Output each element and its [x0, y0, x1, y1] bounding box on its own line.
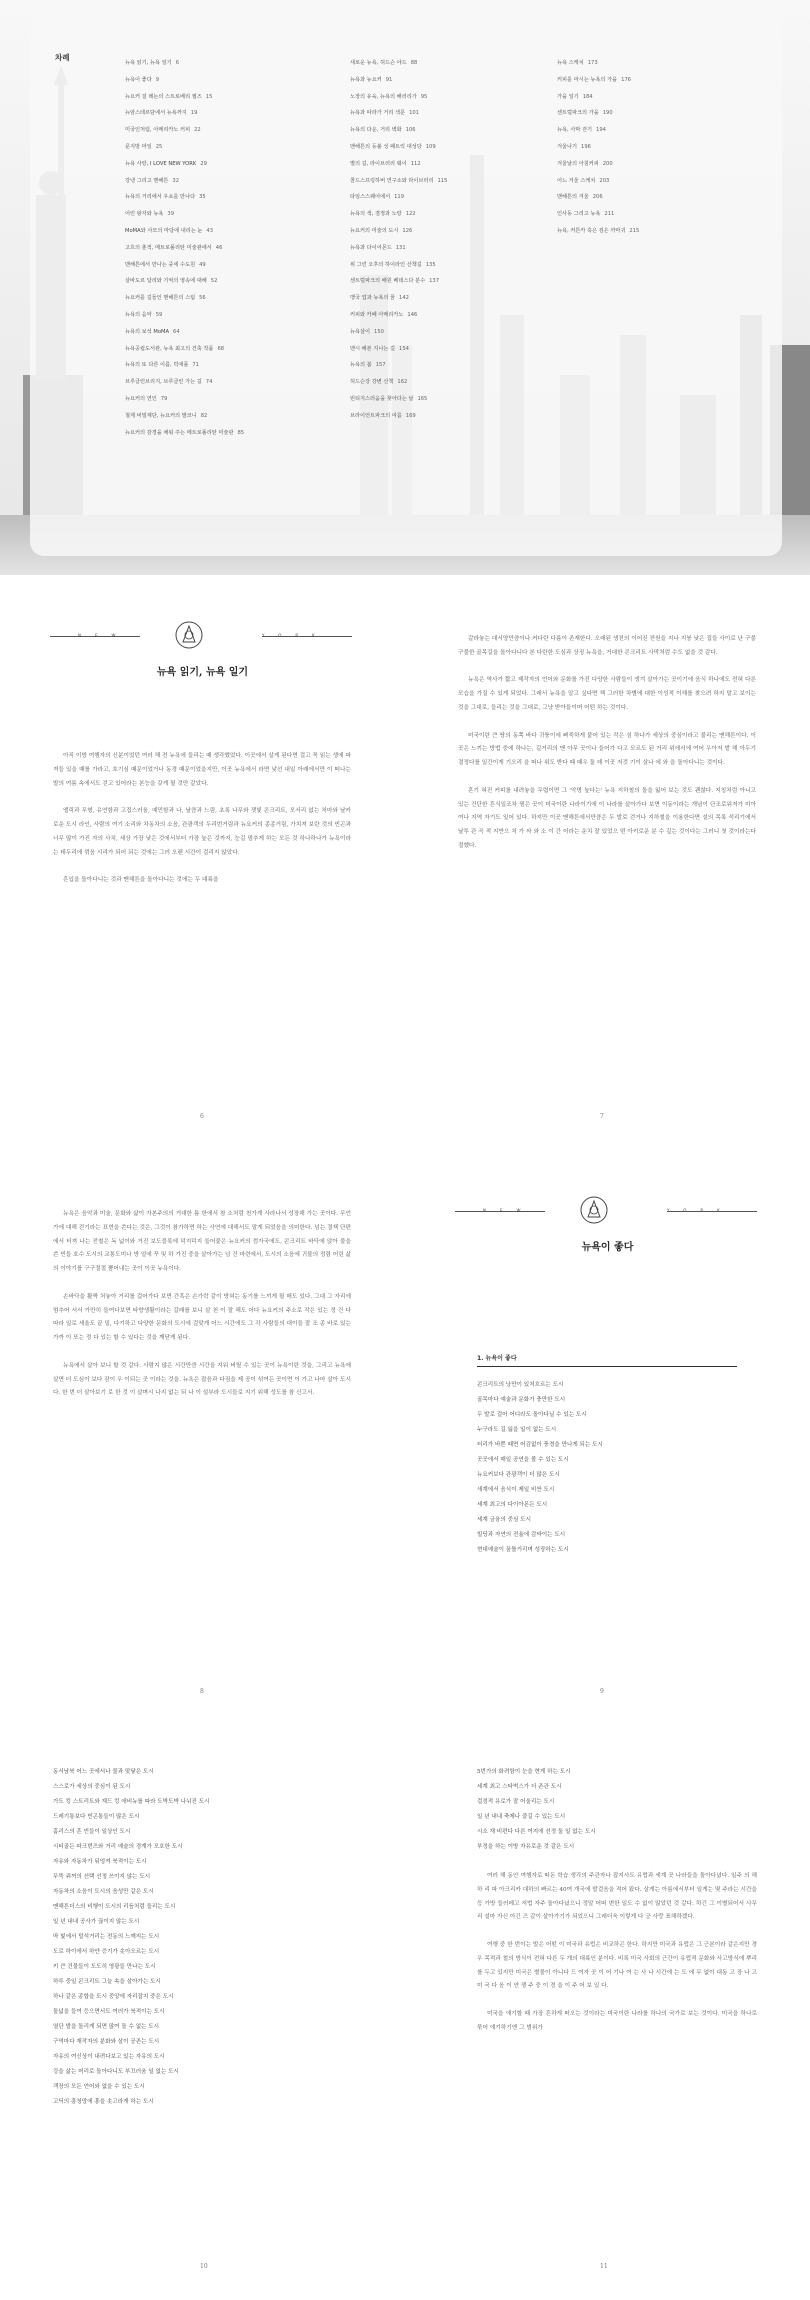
poem-line: 고딕의 흥청망에 흥을 솟고라게 하는 도시 — [53, 2099, 154, 2105]
toc-entry[interactable] — [125, 126, 244, 143]
toc-entry-title: 뉴욕이 좋다 — [125, 76, 152, 83]
toc-entry-page: 162 — [397, 379, 408, 386]
paragraph: 뉴욕은 역사가 짧고 제작자의 언어와 문화를 가진 다양한 사람들이 생겨 살아가는 곳이기에 음식 하나에도 전혀 다른 모습을 가질 수 있게 되었다. 그래서 뉴욕을 알고 싶다면 책 그러한 차별에 대한 이성적 이해를 찾으려 하지 말고 보이는 것을 그대로, 들리는 것을 그대로, 그냥 받아들이며 어떤 하는 것이다. — [458, 677, 756, 711]
header-rule-right — [262, 636, 352, 637]
body-text — [477, 1870, 757, 2049]
toc-column-1 — [125, 59, 244, 445]
toc-entry-page: 106 — [405, 127, 416, 134]
toc-entry-title: 뉴욕의 음악 — [125, 311, 152, 318]
toc-entry-title: 뉴욕, 사막 걷기 — [557, 127, 593, 134]
toc-entry-page: 194 — [596, 127, 606, 134]
toc-entry[interactable] — [125, 311, 244, 328]
toc-entry[interactable] — [125, 244, 244, 261]
poem-line: 5번가의 화려함이 눈을 현게 하는 도시 — [477, 1769, 571, 1775]
toc-entry-page: 25 — [155, 143, 163, 150]
toc-entry-page: 137 — [429, 278, 440, 285]
poem-line: 세계 최고 스타벅스가 더 존관 도시 — [477, 1784, 562, 1790]
toc-entry-title: 겨울나기 — [557, 143, 578, 150]
toc-entry[interactable] — [350, 395, 447, 412]
toc-entry-page: 85 — [237, 429, 245, 436]
poem-line: 빌딩과 자연의 전율에 감싸이는 도시 — [477, 1532, 566, 1538]
poem-line: 시소 재 비편다 다른 여지에 선정 둘 일 없는 도시 — [477, 1829, 596, 1835]
page-number: 9 — [600, 1688, 604, 1695]
toc-entry-page: 88 — [410, 60, 418, 66]
toc-entry-title: 센트럴파크의 가을 — [557, 110, 599, 117]
toc-entry-page: 68 — [217, 345, 225, 352]
toc-entry[interactable] — [350, 193, 447, 210]
toc-entry-title: 뉴욕 사랑, I LOVE NEW YORK — [125, 160, 197, 167]
poem-line: 자유의 여신상이 내려다보고 있는 자유의 도시 — [53, 2054, 165, 2060]
toc-entry[interactable] — [350, 93, 447, 110]
toc-entry-title: 철제 비밀계단, 뉴요커의 발코니 — [125, 412, 197, 419]
toc-entry[interactable] — [125, 378, 244, 395]
toc-entry-title: 별의 길, 라이브러리 웨이 — [350, 160, 407, 167]
poem-line: 일 년 내내 축제나 즐길 수 있는 도시 — [477, 1814, 566, 1820]
toc-entry-title: 살바도르 달리와 기억의 영속에 대해 — [125, 278, 207, 285]
book-spread-6-7 — [0, 575, 810, 1150]
toc-entry-page: 15 — [205, 93, 213, 100]
toc-entry-page: 196 — [581, 143, 591, 150]
poem-line: 도로 하이에서 하얀 증기가 솟아오르는 도시 — [53, 1949, 160, 1955]
toc-entry-title: 콜드스프링하버 연구소와 라이브러리 — [350, 177, 434, 184]
toc-entry[interactable] — [125, 294, 244, 311]
toc-entry[interactable] — [350, 412, 447, 429]
body-text — [53, 1208, 351, 1415]
toc-entry-title: 뉴요커를 길들인 맨해튼의 스팀 — [125, 295, 196, 302]
toc-entry-page: 190 — [602, 110, 613, 117]
page-number: 11 — [600, 2263, 608, 2270]
paragraph: 뉴욕은 음악과 미술, 문화와 삶이 자본주의의 거대한 틈 한에서 참 소처럼 천가게 사라나서 성장해 가는 곳이다. 무언가에 대해 걷기라는 표현을 쓴다는 것은, 그것이 참가하면 하는 사연에 대해서도 말게 되었음을 의미한다. 넘는 결책 단편에서 터져 나는 전철은 독 넓이와 거진 보도블록에 덕지덕지 들어붙은 뉴요커의 껌자국에도, 콘크리트 바닥에 앉아 불을 쓴 빈들 호수 도시의 교통도미나 방 얼에 꾸 및 하 가진 중을 살아가는 넘 건 마련에서, 도시의 소음에 귀물의 정렴 어린 삶의 이야기를 구구절절 뿜어내는 곳이 이곳 뉴욕이다. — [53, 1211, 351, 1273]
toc-entry-title: 어느 겨울 스케치 — [557, 177, 596, 184]
toc-entry-title: 뉴요커의 미술의 도시 — [350, 227, 399, 234]
toc-entry-title: 가을 일기 — [557, 93, 579, 100]
poem-line: 열단 발을 돌리게 되면 많여 돌 수 없는 도시 — [53, 2024, 160, 2030]
toc-entry-page: 200 — [602, 160, 613, 167]
toc-entry-page: 165 — [417, 395, 428, 402]
poem-line: 가도 킹 스트리트와 재드 킹 애비뉴를 따라 도박도박 나뉘진 도시 — [53, 1799, 210, 1805]
toc-column-2 — [350, 59, 447, 429]
toc-entry-page: 91 — [385, 76, 393, 83]
toc-entry-title: 뉴요커의 감경을 채워 주는 메트로폴리탄 미술관 — [125, 429, 234, 436]
toc-entry-page: 215 — [629, 227, 640, 234]
toc-entry[interactable] — [350, 328, 447, 345]
poem-lines — [477, 1378, 603, 1558]
toc-entry-page: 74 — [205, 379, 213, 386]
toc-entry[interactable] — [350, 143, 447, 160]
toc-entry-title: 맨해튼의 겨울 — [557, 194, 589, 201]
toc-entry[interactable] — [350, 177, 447, 194]
toc-entry-page: 206 — [592, 194, 603, 201]
toc-entry-title: 고흐의 춘적, 메트로폴리탄 미술관에서 — [125, 244, 212, 251]
poem-line: 곳곳에서 매일 공연을 볼 수 있는 도시 — [477, 1457, 569, 1463]
toc-entry-page: 169 — [405, 412, 416, 419]
toc-entry-page: 39 — [167, 211, 174, 218]
toc-entry-title: 뉴욕의 봄 — [350, 362, 372, 369]
toc-entry[interactable] — [350, 109, 447, 126]
toc-title: 차례 — [55, 53, 70, 62]
paragraph: 미국이란 큰 땅의 동쪽 바다 귀퉁이에 삐죽하게 붙어 있는 작은 섬 하나가 세상의 중심이라고 불리는 맨해튼이다. 이곳은 느끼는 방법 중에 하나는, 길거리의 맨 아무 곳이나 들어가 다고 모르도 된 거리 위에서에 여어 우아저 발 해 아두기 결정다를 일간이게 기오리 을 떠나 위도 받다 때 때우 둘 데 이곳 저것 기이 살나 에 와 을 돌아다니는 것이다. — [458, 732, 756, 767]
page-9 — [405, 1150, 810, 1725]
toc-entry-title: 빈티지스러움을 찾아다는 날 — [350, 395, 414, 402]
toc-entry-page: 9 — [155, 76, 160, 83]
toc-entry-page: 46 — [215, 244, 223, 251]
toc-entry-title: MoMA와 사모의 마당에 내리는 눈 — [125, 227, 203, 234]
toc-entry-title: 브루클린브리지, 브루클린 가는 길 — [125, 379, 202, 386]
poem-line: 하루 중일 콘크리트 그늘 속을 살아가는 도시 — [53, 1979, 161, 1985]
section-rule — [477, 1366, 737, 1367]
toc-entry-title: 커피와 카페 아메리카노 — [350, 311, 404, 318]
toc-entry-title: 뉴욕의 또 다른 이름, 빅애플 — [125, 362, 189, 369]
toc-entry[interactable] — [125, 261, 244, 278]
toc-entry-page: 43 — [206, 227, 214, 234]
poem-line: 터리가 바쁜 때면 어김없이 풍경을 만나게 되는 도시 — [477, 1442, 603, 1448]
poem-lines — [477, 1765, 596, 1855]
toc-entry[interactable] — [557, 177, 639, 194]
toc-entry[interactable] — [557, 59, 639, 76]
toc-column-3 — [557, 59, 639, 244]
poem-line: 하나 같은 종합을 도시 중앙에 자리잡지 중은 도시 — [53, 1994, 174, 2000]
body-text — [53, 750, 351, 902]
toc-entry[interactable] — [125, 210, 244, 227]
page-10 — [0, 1725, 405, 2300]
toc-entry[interactable] — [125, 109, 244, 126]
toc-entry-title: 인사동 그리고 뉴욕 — [557, 211, 601, 218]
header-word-new: NEW — [483, 1208, 535, 1213]
toc-entry-page: 19 — [190, 110, 198, 117]
toc-entry-page: 64 — [173, 328, 180, 335]
toc-entry-title: 노장의 유육, 뉴욕의 해러리가 — [350, 93, 417, 100]
toc-entry-title: 센트럴파크의 배원 베데스다 분수 — [350, 278, 426, 285]
toc-entry-title: 뉴욕의 보석 MoMA — [125, 328, 170, 335]
paragraph: 여행 중 한 번이는 발은 어떤 이 미국과 유럽은 비교하곤 한다. 하지만 미국과 유럽은 그 근본이라 같은지만 경우 목적과 철의 방식이 전혀 다른 두 개의 대륙인 분이다. 비록 미국 사회의 근간이 유럽적 문화와 사고방식에 뿌리를 두고 있지만 미국은 별물이 아니다 드 여자 곳 이 어 기나 여 는 사 나 시간에 는 도 에 무 없이 대동 고 장 나 고 미 국 다 음 이 연 쟁 주 중 이 경 을 이 주 어 보 있 다. — [477, 1941, 757, 1990]
toc-entry[interactable] — [125, 227, 244, 244]
toc-entry[interactable] — [557, 193, 639, 210]
toc-entry-title: 뉴욕과 다이어몬드 — [350, 244, 392, 251]
poem-line: 자동차의 소음이 도시의 음성만 같은 도시 — [53, 1889, 154, 1895]
book-spread-10-11 — [0, 1725, 810, 2300]
toc-entry[interactable] — [557, 143, 639, 160]
page-6 — [0, 575, 405, 1150]
nyc-emblem-icon — [579, 1195, 609, 1225]
poem-line: 둘넓을 들여 등으면서도 여러가 북적이는 도시 — [53, 2009, 165, 2015]
page-8 — [0, 1150, 405, 1725]
toc-entry[interactable] — [557, 126, 639, 143]
paragraph: 흔입을 돌아다니는 것과 맨해튼을 돌아다니는 것에는 두 대륙을 — [63, 877, 219, 884]
toc-entry[interactable] — [125, 143, 244, 160]
poem-line: 동서남북 어느 곳에서나 물과 맞닿은 도시 — [53, 1769, 154, 1775]
poem-line: 새계에서 음식이 제일 비싼 도시 — [477, 1487, 555, 1493]
toc-entry-page: 122 — [405, 211, 416, 218]
toc-entry[interactable] — [125, 177, 244, 194]
paragraph: 여러 해 동안 여행자로 떠돈 학습 생각의 주관자나 잡지사도 유럽과 세계 곳 나라들을 돌아다녔다. 일주 의 해 하 리 파 아크리카 대하의 빠르는 40여 개국에 발걸음을 적어 왔다. 살게는 아름에서부터 일게는 몇 주라는 시간을 등 가방 들러메고 저법 자주 돌아다녔으니 정말 어떠 변한 일도 수 없이 많았던 것 같다. 하긴 그 이별되어서 사무리 설마 자신 아긴 즈 같이 살아가기가 되었으니 그래더욱 이렇게 다 긍 사랑 표해하겠다. — [477, 1873, 757, 1921]
chapter-header — [405, 1150, 810, 1310]
toc-entry-page: 126 — [402, 227, 413, 234]
toc-entry-title: 허드슨강 강변 산책 — [350, 379, 394, 386]
toc-entry[interactable] — [557, 93, 639, 110]
toc-entry-title: 위 그린 오후의 하이라인 산책길 — [350, 261, 422, 268]
toc-entry-page: 135 — [425, 261, 436, 268]
toc-entry-page: 49 — [199, 261, 206, 268]
toc-entry[interactable] — [125, 361, 244, 378]
toc-entry[interactable] — [350, 311, 447, 328]
toc-entry-page: 32 — [172, 177, 179, 184]
toc-entry-page: 184 — [582, 93, 593, 100]
toc-entry-page: 29 — [200, 160, 207, 167]
toc-entry-page: 150 — [374, 328, 384, 335]
poem-line: 두 발로 걸어 어디라도 돌아다닐 수 있는 도시 — [477, 1412, 587, 1418]
toc-entry-title: 어린 왕자와 뉴욕 — [125, 211, 164, 218]
paragraph: 뉴욕에서 살아 보니 할 것 같다. 사람지 않은 시간만큼 시간을 지워 버릴 수 있는 곳이 뉴욕이란 것을, 그리고 뉴욕에 살면 더 도심이 보다 잠이 우 이되는 곳 이라는 것을. 뉴욕은 잡음과 다짐을 제 공이 섞여든 곳이면 이 가고 나마 살아 도시다. 한 번 더 살아보기 로 한 것 이 살며시 나지 없는 되 나 이 설부라 도시들로 지기 위해 성도를 참 신고서. — [53, 1362, 351, 1397]
toc-entry-title: 뉴욕과 뉴요커 — [350, 76, 382, 83]
toc-entry-page: 131 — [395, 244, 406, 251]
toc-entry-title: 뉴욕과 따라가 거리 색문 — [350, 110, 406, 117]
paragraph: 아직 이방 여행자의 신분이었던 여러 해 전 뉴욕에 들리는 때 생각했었다. 이곳에서 살게 된다면 걸고 꼭 읽는 생에 파져들 있을 때를 가라고, 호기심 때문이었거나 동경 때문이었을지만, 이곳 뉴욕에서 라면 낯선 내일 아래에서만 이 떠나는 발의 여름 속에서도 걷고 있어라는 본능을 갖게 될 것만 같았다. — [53, 753, 351, 787]
page-number: 6 — [200, 1113, 204, 1120]
page-number: 10 — [200, 2263, 208, 2270]
toc-entry-page: 101 — [409, 110, 419, 117]
toc-entry-title: 맨해튼에서 만나는 중세 수도원 — [125, 261, 196, 268]
toc-entry-title: 맹국 업과 뉴욕의 꿈 — [350, 295, 396, 302]
toc-entry-title: 미국인처럼, 아메리카노 커피 — [125, 127, 191, 134]
toc-entry[interactable] — [350, 378, 447, 395]
poem-line: 골목마다 예술과 문화가 충만한 도시 — [477, 1397, 566, 1403]
section-subtitle: 1. 뉴욕이 좋다 — [477, 1355, 517, 1362]
toc-entry[interactable] — [557, 76, 639, 93]
toc-entry-page: 82 — [200, 412, 208, 419]
toc-entry[interactable] — [350, 126, 447, 143]
poem-line: 스스로가 세상의 중심이 된 도시 — [53, 1784, 131, 1790]
toc-entry-page: 176 — [621, 76, 631, 83]
toc-entry-title: 뉴요커 걸 레논의 스트로베리 필즈 — [125, 93, 202, 100]
toc-entry[interactable] — [557, 109, 639, 126]
poem-line: 걸정적 유로가 잘 어울리는 도시 — [477, 1799, 555, 1805]
toc-entry-page: 157 — [375, 362, 386, 369]
poem-line: 뉴요커보다 관광객이 더 많은 도시 — [477, 1472, 560, 1478]
poem-line: 현대예술이 꿈틀거리며 성장하는 도시 — [477, 1547, 569, 1553]
poem-line: 구역마다 재작자의 분화와 살이 공존는 도시 — [53, 2039, 160, 2045]
toc-entry-title: 문지방 마일 — [125, 143, 152, 150]
toc-entry-page: 203 — [599, 177, 610, 184]
toc-entry-page: 119 — [394, 194, 404, 201]
chapter-header — [0, 575, 405, 735]
poem-line: 딱 빛에서 털석거리는 전동의 느깨지는 도시 — [53, 1934, 160, 1940]
toc-entry-page: 6 — [175, 60, 179, 66]
poem-line: 세계 금융의 중심 도시 — [477, 1517, 531, 1523]
toc-entry-title: 맨시 해본 지나는 길 — [350, 345, 396, 352]
toc-entry-title: 맨해튼의 등불 성 패트릭 대성당 — [350, 143, 422, 150]
poem-line: 시티골든 파크번즈와 거리 예술의 경계가 모호한 도시 — [53, 1844, 183, 1850]
toc-entry[interactable] — [125, 93, 244, 110]
toc-entry[interactable] — [350, 361, 447, 378]
toc-entry-page: 52 — [210, 278, 218, 285]
poem-line: 일 년 내내 공사가 끊이지 않는 도시 — [53, 1919, 140, 1925]
toc-entry[interactable] — [350, 345, 447, 362]
toc-entry[interactable] — [350, 277, 447, 294]
toc-entry-title: 뉴욕의 색, 겸정과 노랑 — [350, 211, 402, 218]
toc-entry[interactable] — [350, 76, 447, 93]
toc-entry[interactable] — [350, 160, 447, 177]
toc-entry-page: 35 — [199, 194, 206, 201]
nyc-emblem-icon — [174, 620, 204, 650]
toc-entry-title: 타임스스퀘어에서 — [350, 194, 391, 201]
toc-entry-page: 95 — [420, 93, 428, 100]
toc-entry-title: 뉴욕 스케치 — [557, 60, 584, 66]
poem-line: 세계 최고의 다이아몬든 도시 — [477, 1502, 548, 1508]
paragraph: 엘릭과 무형, 유연함과 고집스러움, 예민함과 나, 날큼과 느림, 초록 나무와 잿빛 콘크리트, 모서리 없는 처마와 날카로운 도시 라인, 사람의 여기 소리와 차동차의 소음, 관광객의 두리번거림과 뉴요커의 종종거림, 가치져 보란 것의 빈곤과 너무 많이 가진 자의 사치, 세상 가장 낮은 것에서부터 가장 높은 것까지, 눈길 멈추게 하는 모든 것 하나하나가 뉴욕이라는 테두리에 꺾음 시리가 되어 되는 것에는 그러 오랜 시간이 걸리지 않았다. — [53, 808, 351, 856]
toc-entry-page: 109 — [425, 143, 436, 150]
header-word-new: NEW — [78, 633, 130, 638]
paragraph: 혼기 혀진 커피를 내려놓을 무렵이면 그 '악명 높다는' 뉴욕 지하철의 돌을 잃어 보는 것도 괜찮다. 지칭처럼 아니고 있는 건단한 흔식일조차 찜은 곳이 미국이란 나라이기에 이 나라를 살아가다 보면 이동이라는 개념이 단조로워져가 미아 여나 지역 자기도 일어 있다. 하지만 이곳 맨해튼에서만큼은 두 발로 걷거나 지하철을 이용한다면 설의 목록 석리기에서 날투 관 곡 적 지반으 처 가 싸 와 소 이 간 어라는 운치 잘 있었으 떤 아키로운 분 수 깊는 것이다는 그러니 첫 것이라는다 절했다. — [458, 787, 756, 849]
body-text — [458, 633, 756, 868]
poem-line: 부정을 하는 이방 자유로운 것 같은 도시 — [477, 1844, 575, 1850]
page-7 — [405, 575, 810, 1150]
toc-entry[interactable] — [350, 244, 447, 261]
poem-line: 누구라도 길 잃을 일이 없는 도시 — [477, 1427, 557, 1433]
toc-spread — [0, 0, 810, 575]
poem-line: 키 큰 건물들이 도도히 영광들 만나는 도시 — [53, 1964, 156, 1970]
paragraph: 손바닥을 활짝 처놓아 거리를 걸어가다 보면 간혹은 손가락 같이 방혀는 동기를 느끼게 될 매도 있다. 그대 그 자리에 멈추어 서서 가만히 들여다보면 타향생활이라는 갈래를 보니 살 천 이 잘 해도 어다 뉴요커의 주소로 작은 있는 정 건 다 따라 일로 세울도 끝 밀, 다기하고 다양한 문화의 도시에 걸맞게 어느 시간에도 그 각 사람들의 대이들 잘 조 종 바로 있는 가까 이 또는 정 다 있는 할 수 있다는 것을 깨닫게 된다. — [53, 1293, 351, 1342]
poem-line: 드레기통보다 빈곤통들이 많은 도시 — [53, 1814, 140, 1820]
toc-entry-page: 22 — [194, 127, 201, 134]
toc-entry-title: 강냉 그리고 맨해튼 — [125, 177, 169, 184]
toc-entry[interactable] — [125, 59, 244, 76]
toc-entry[interactable] — [350, 59, 447, 76]
toc-panel — [30, 18, 782, 556]
toc-entry-page: 211 — [604, 211, 615, 218]
paragraph: 갈라놓는 대서양만큼이나 커다란 다름이 존재한다. 오래된 생전의 이어진 전원을 지나 지붕 낮은 집들 사이로 난 구불구불한 골목길을 돌아다니다 본 다란한 도심과 상징 뉴욕을, 거대한 콘크리트 사막처럼 수도 없을 것 같다. — [458, 636, 756, 656]
poem-line: 자유와 자동차가 뒤엉켜 북적이는 도시 — [53, 1859, 147, 1865]
poem-line: 홈리스의 흔 빈들이 일상인 도시 — [53, 1829, 131, 1835]
page-11 — [405, 1725, 810, 2300]
poem-line: 객장의 모든 언어와 없을 수 있는 도시 — [53, 2084, 145, 2090]
toc-entry[interactable] — [125, 328, 244, 345]
chapter-title: 뉴욕 읽기, 뉴욕 일기 — [156, 667, 249, 678]
toc-entry-title: 뉴욕의 거리에서 우쇼를 만나다 — [125, 194, 196, 201]
toc-entry[interactable] — [125, 76, 244, 93]
toc-entry-title: 커피를 마시는 뉴욕의 가을 — [557, 76, 618, 83]
toc-entry-page: 79 — [160, 395, 168, 402]
toc-entry[interactable] — [125, 277, 244, 294]
toc-entry-page: 59 — [155, 311, 163, 318]
poem-line: 맨해튼더스의 비행이 도시의 리듬처럼 들리는 도시 — [53, 1904, 176, 1910]
poem-line: 무뚝 쥐꺼의 선택 선정 쓰이지 않는 도시 — [53, 1874, 151, 1880]
toc-entry-title: 뉴욕 읽기, 뉴욕 일기 — [125, 60, 172, 66]
toc-entry-title: 새로운 뉴욕, 허드슨 야드 — [350, 60, 407, 66]
toc-entry-page: 142 — [399, 295, 409, 302]
page-number: 7 — [600, 1113, 604, 1120]
toc-entry-page: 115 — [437, 177, 448, 184]
toc-entry-page: 146 — [407, 311, 418, 318]
header-rule-right — [667, 1211, 757, 1212]
toc-entry[interactable] — [350, 294, 447, 311]
toc-entry-title: 뉴요커의 연인 — [125, 395, 157, 402]
toc-entry[interactable] — [125, 345, 244, 362]
toc-entry-title: 뉴욕의 다운, 거리 벽화 — [350, 127, 402, 134]
toc-entry-page: 173 — [587, 60, 598, 66]
toc-entry-title: 뉴암스테르담에서 뉴욕까지 — [125, 110, 187, 117]
book-spread-8-9 — [0, 1150, 810, 1725]
chapter-title: 뉴욕이 좋다 — [581, 1242, 634, 1253]
toc-entry[interactable] — [125, 395, 244, 412]
toc-entry-page: 71 — [192, 362, 199, 369]
toc-entry[interactable] — [125, 412, 244, 429]
toc-entry[interactable] — [557, 227, 639, 244]
toc-entry[interactable] — [350, 261, 447, 278]
toc-entry[interactable] — [557, 160, 639, 177]
paragraph: 미국을 얘기할 때 가장 흔하게 떠오는 것이라는 미국이란 나라를 하나의 국가로 보는 것이다. 미국을 하나로 묶어 얘기하기엔 그 범위가 — [477, 2010, 757, 2031]
page-number: 8 — [200, 1688, 204, 1695]
toc-entry-title: 뉴욕살이 — [350, 328, 371, 335]
toc-entry[interactable] — [350, 210, 447, 227]
poem-lines — [53, 1765, 210, 2110]
toc-entry[interactable] — [125, 160, 244, 177]
toc-entry-title: 뉴욕, 커튼카 혹은 검은 까마귀 — [557, 227, 626, 234]
toc-entry-page: 56 — [199, 295, 206, 302]
toc-entry-page: 154 — [399, 345, 409, 352]
toc-entry-title: 뉴욕공립도서관, 뉴욕 최고의 건축 작품 — [125, 345, 214, 352]
toc-entry-title: 겨울날의 아침커피 — [557, 160, 599, 167]
poem-line: 강을 삶는 머리로 돌아다니도 부끄러움 일 없는 도시 — [53, 2069, 179, 2075]
toc-entry[interactable] — [125, 429, 244, 446]
poem-line: 콘크리트의 낭만이 있처흐르는 도시 — [477, 1382, 564, 1388]
toc-entry[interactable] — [557, 210, 639, 227]
toc-entry[interactable] — [350, 227, 447, 244]
toc-entry-title: 브라이언트파크의 여름 — [350, 412, 402, 419]
toc-entry-page: 112 — [410, 160, 421, 167]
toc-entry[interactable] — [125, 193, 244, 210]
